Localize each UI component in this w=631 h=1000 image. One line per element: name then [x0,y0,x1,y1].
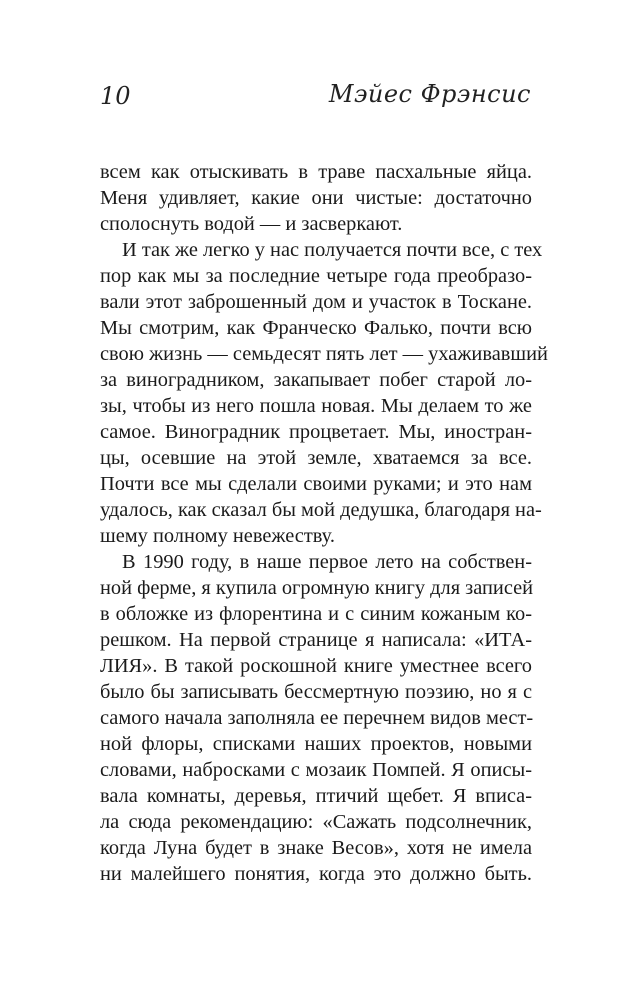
text-line: И так же легко у нас получается почти все, с тех [122,239,543,261]
text-line: ЛИЯ». В такой роскошной книге уместнее всего [100,655,532,677]
text-line: сполоснуть водой — и засверкают. [100,213,403,235]
text-line: ни малейшего понятия, когда это должно быть. [100,863,532,885]
text-line: Почти все мы сделали своими руками; и это нам [100,473,532,495]
text-line: было бы записывать бессмертную поэзию, но я с [100,681,532,703]
text-line: когда Луна будет в знаке Весов», хотя не имела [100,837,532,859]
text-line: решком. На первой странице я написала: «ИТА- [100,629,532,651]
paragraph [100,159,532,237]
text-line: ной флоры, списками наших проектов, новыми [100,733,532,755]
text-line: в обложке из флорентина и с синим кожаным ко- [100,603,532,625]
text-line: шему полному невежеству. [100,525,335,547]
running-head-author: Мэйес Фрэнсис [328,80,531,108]
text-line: Меня удивляет, какие они чистые: достаточно [100,187,532,209]
body-text [100,159,548,887]
text-line: ла сюда рекомендацию: «Сажать подсолнечник, [100,811,532,833]
text-line: зы, чтобы из него пошла новая. Мы делаем то же [100,395,532,417]
paragraph [100,549,532,887]
text-line: ной ферме, я купила огромную книгу для записей [100,577,534,599]
text-line: пор как мы за последние четыре года преобразо- [100,265,532,287]
text-line: вала комнаты, деревья, птичий щебет. Я вписа- [100,785,532,807]
paragraph [100,237,548,549]
text-line: всем как отыскивать в траве пасхальные яйца. [100,161,532,183]
text-line: Мы смотрим, как Франческо Фалько, почти всю [100,317,532,339]
text-line: вали этот заброшенный дом и участок в Тоскане. [100,291,532,313]
text-line: за виноградником, закапывает побег старой ло- [100,369,532,391]
text-line: цы, осевшие на этой земле, хватаемся за все. [100,447,532,469]
text-line: самого начала заполняла ее перечнем видов мест- [100,707,534,729]
text-line: свою жизнь — семьдесят пять лет — ухаживавший [100,343,548,365]
page-number: 10 [100,82,131,110]
page-header [100,78,531,118]
text-line: удалось, как сказал бы мой дедушка, благодаря на- [100,499,542,521]
text-line: В 1990 году, в наше первое лето на собствен- [122,551,532,573]
text-line: самое. Виноградник процветает. Мы, иностран- [100,421,532,443]
text-line: словами, набросками с мозаик Помпей. Я описы- [100,759,532,781]
